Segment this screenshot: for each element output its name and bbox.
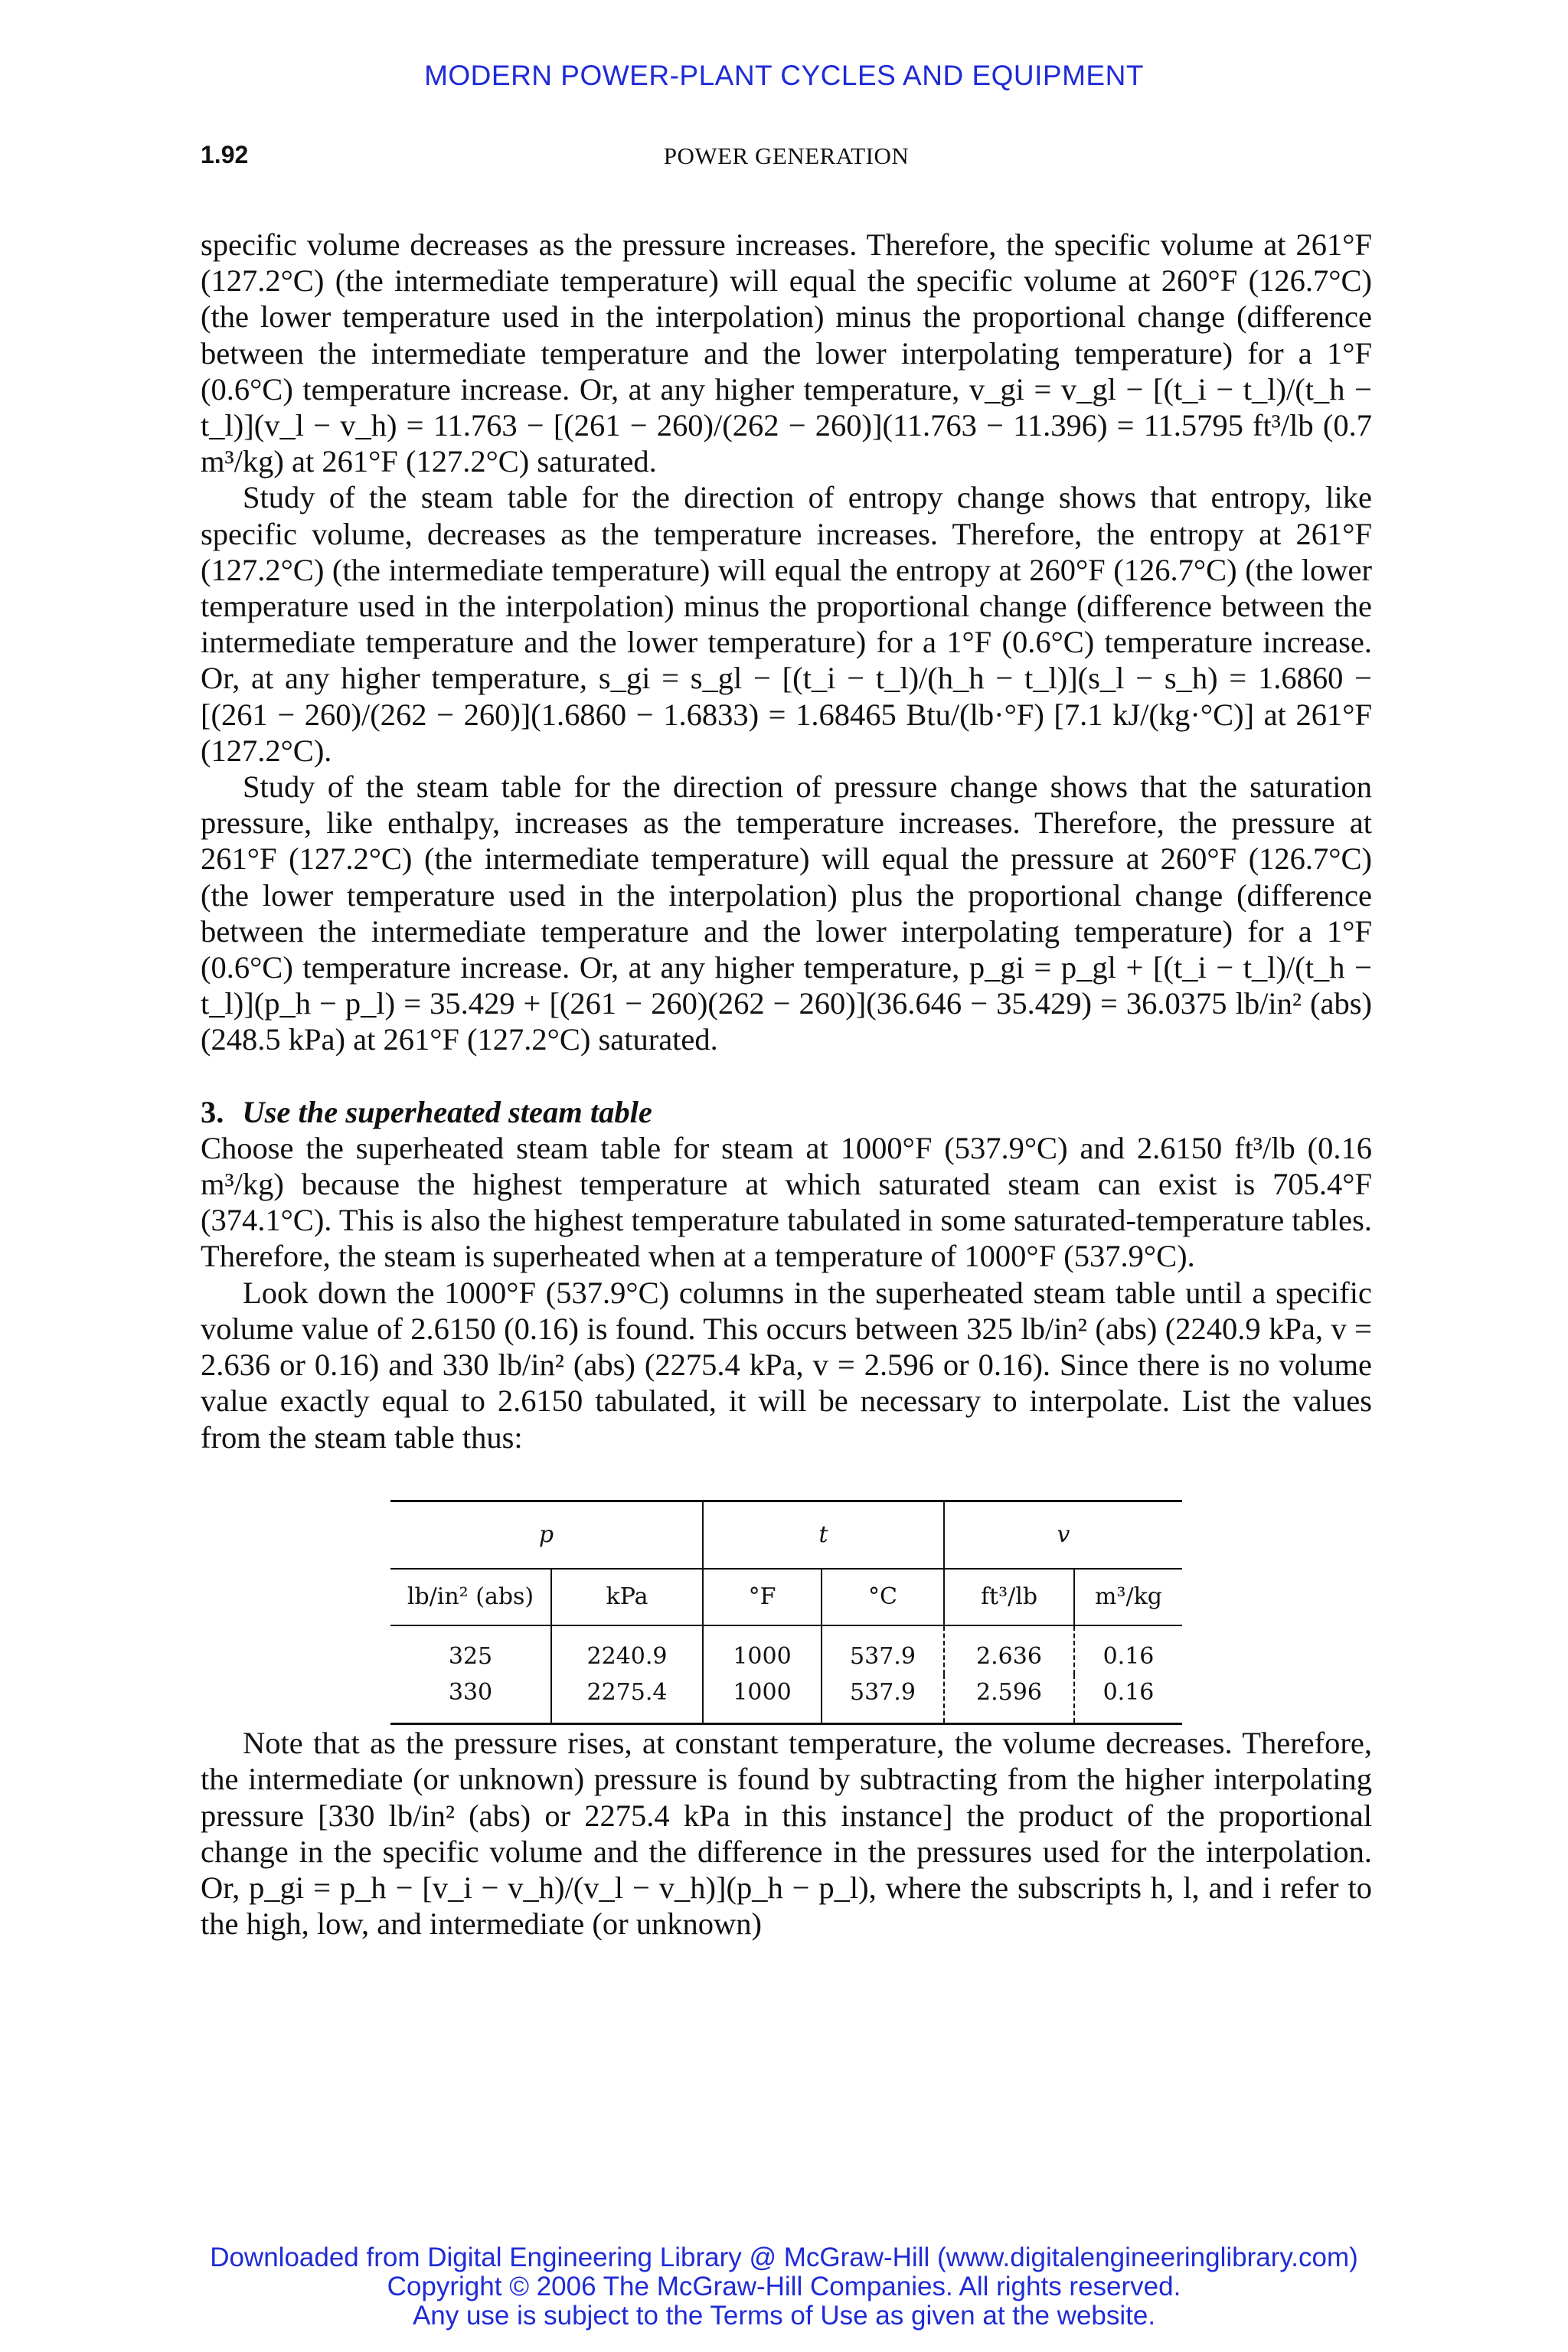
table-group-header-row <box>390 1501 1182 1569</box>
book-title-header: MODERN POWER-PLANT CYCLES AND EQUIPMENT <box>424 60 1144 91</box>
body-text <box>201 227 1372 1942</box>
paragraph-pressure: Study of the steam table for the direction of pressure change shows that the saturation pressure, like enthalpy, increases as the temperature increases. Therefore, the pressure at 261°F (127.2°C) (the intermediate temperature) will equal the pressure at 260°F (126.7°C) (the lower temperature used in the interpolation) plus the proportional change (difference between the intermediate temperature and the lower interpolating temperature) for a 1°F (0.6°C) temperature increase. Or, at any higher temperature, p_gi = p_gl + [(t_i − t_l)/(t_h − t_l)](p_h − p_l) = 35.429 + [(261 − 260)(262 − 260)](36.646 − 35.429) = 36.0375 lb/in² (abs) (248.5 kPa) at 261°F (127.2°C) saturated. <box>201 769 1372 1057</box>
table-row <box>390 1674 1182 1724</box>
table-units-row <box>390 1569 1182 1625</box>
table-cell: 2.596 <box>944 1674 1074 1724</box>
running-title: POWER GENERATION <box>663 142 910 169</box>
group-header-volume: v <box>944 1501 1182 1569</box>
step-heading <box>201 1094 1372 1130</box>
steam-table <box>390 1500 1182 1725</box>
steam-table-wrapper <box>201 1500 1372 1725</box>
unit-header: °C <box>822 1569 944 1625</box>
unit-header: °F <box>703 1569 822 1625</box>
paragraph-specific-volume: specific volume decreases as the pressure increases. Therefore, the specific volume at 261°F (127.2°C) (the intermediate temperature) will equal the specific volume at 260°F (126.7°C) (the lower temperature used in the interpolation) minus the proportional change (difference between the intermediate temperature and the lower interpolating temperature) for a 1°F (0.6°C) temperature increase. Or, at any higher temperature, v_gi = v_gl − [(t_i − t_l)/(t_h − t_l)](v_l − v_h) = 11.763 − [(261 − 260)/(262 − 260)](11.763 − 11.396) = 11.5795 ft³/lb (0.7 m³/kg) at 261°F (127.2°C) saturated. <box>201 227 1372 479</box>
download-footer <box>0 2243 1568 2331</box>
paragraph-superheated-choice: Choose the superheated steam table for steam at 1000°F (537.9°C) and 2.6150 ft³/lb (0.16 m³/kg) because the highest temperature at which saturated steam can exist is 705.4°F (374.1°C). This is also the highest temperature tabulated in some saturated-temperature tables. Therefore, the steam is superheated when at a temperature of 1000°F (537.9°C). <box>201 1130 1372 1274</box>
page-number: 1.92 <box>201 141 249 168</box>
group-header-pressure: p <box>390 1501 703 1569</box>
footer-download-line[interactable]: Downloaded from Digital Engineering Library @ McGraw-Hill (www.digitalengineeringlibrary.com) <box>210 2243 1358 2272</box>
table-cell: 325 <box>448 1642 493 1670</box>
unit-header: ft³/lb <box>944 1569 1074 1625</box>
paragraph-entropy: Study of the steam table for the direction of entropy change shows that entropy, like specific volume, decreases as the temperature increases. Therefore, the entropy at 261°F (127.2°C) (the intermediate temperature) will equal the entropy at 260°F (126.7°C) (the lower temperature used in the interpolation) minus the proportional change (difference between the intermediate temperature and the lower temperature) for a 1°F (0.6°C) temperature increase. Or, at any higher temperature, s_gi = s_gl − [(t_i − t_l)/(h_h − t_l)](s_l − s_h) = 1.6860 − [(261 − 260)/(262 − 260)](1.6860 − 1.6833) = 1.68465 Btu/(lb·°F) [7.1 kJ/(kg·°C)] at 261°F (127.2°C). <box>201 480 1372 768</box>
table-cell: 330 <box>390 1674 551 1724</box>
table-cell: 2240.9 <box>551 1625 703 1674</box>
step-title: Use the superheated steam table <box>242 1094 652 1129</box>
unit-header: kPa <box>551 1569 703 1625</box>
table-cell: 1000 <box>703 1625 822 1674</box>
paragraph-note-pressure: Note that as the pressure rises, at constant temperature, the volume decreases. Therefore, the intermediate (or unknown) pressure is found by subtracting from the higher interpolating pressure [330 lb/in² (abs) or 2275.4 kPa in this instance] the product of the proportional change in the specific volume and the difference in the pressures used for the interpolation. Or, p_gi = p_h − [v_i − v_h)/(v_l − v_h)](p_h − p_l), where the subscripts h, l, and i refer to the high, low, and intermediate (or unknown) <box>201 1726 1372 1942</box>
step-number: 3. <box>201 1094 224 1129</box>
paragraph-look-down: Look down the 1000°F (537.9°C) columns in the superheated steam table until a specific volume value of 2.6150 (0.16) is found. This occurs between 325 lb/in² (abs) (2240.9 kPa, v = 2.636 or 0.16) and 330 lb/in² (abs) (2275.4 kPa, v = 2.596 or 0.16). Since there is no volume value exactly equal to 2.6150 tabulated, it will be necessary to interpolate. List the values from the steam table thus: <box>201 1275 1372 1455</box>
footer-copyright-line: Copyright © 2006 The McGraw-Hill Companies. All rights reserved. <box>387 2272 1181 2301</box>
table-cell: 0.16 <box>1074 1674 1182 1724</box>
unit-header: lb/in² (abs) <box>390 1569 551 1625</box>
table-cell: 1000 <box>703 1674 822 1724</box>
table-cell: 2275.4 <box>551 1674 703 1724</box>
table-cell: 2.636 <box>944 1625 1074 1674</box>
running-head <box>201 141 1372 175</box>
table-cell: 0.16 <box>1074 1625 1182 1674</box>
table-cell: 537.9 <box>822 1625 944 1674</box>
table-row <box>390 1625 1182 1674</box>
unit-header: m³/kg <box>1074 1569 1182 1625</box>
footer-terms-line[interactable]: Any use is subject to the Terms of Use as given at the website. <box>412 2301 1156 2331</box>
table-cell: 537.9 <box>822 1674 944 1724</box>
group-header-temperature: t <box>703 1501 944 1569</box>
